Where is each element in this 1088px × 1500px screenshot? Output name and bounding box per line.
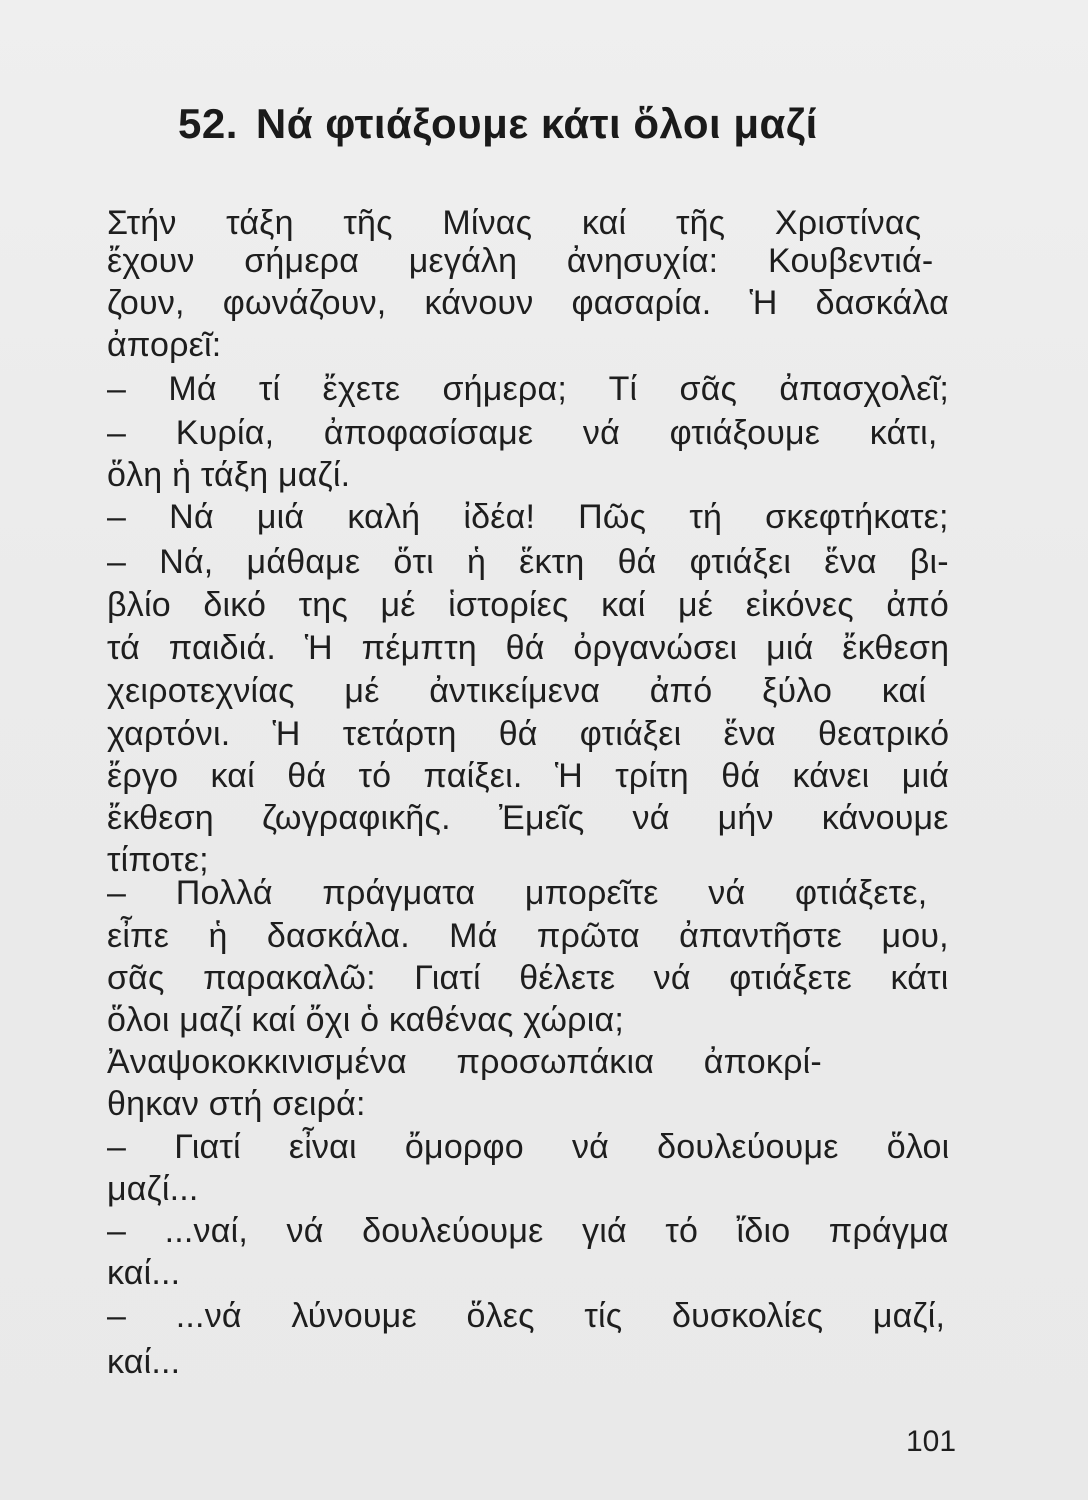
text-line: βλίο δικό της μέ ἱστορίες καί μέ εἰκόνες ἀπό	[107, 586, 949, 624]
text-line: – Πολλά πράγματα μπορεῖτε νά φτιάξετε,	[107, 874, 928, 912]
text-line: – Κυρία, ἀποφασίσαμε νά φτιάξουμε κάτι,	[107, 414, 938, 452]
text-line: ἔκθεση ζωγραφικῆς. Ἐμεῖς νά μήν κάνουμε	[107, 799, 949, 837]
text-line: ὅλη ἡ τάξη μαζί.	[107, 456, 351, 494]
text-line: ἔργο καί θά τό παίξει. Ἡ τρίτη θά κάνει μιά	[107, 757, 950, 795]
text-line: ὅλοι μαζί καί ὄχι ὁ καθένας χώρια;	[107, 1001, 624, 1039]
text-line: καί...	[107, 1254, 181, 1292]
text-line: εἶπε ἡ δασκάλα. Μά πρῶτα ἀπαντῆστε μου,	[107, 917, 949, 955]
text-line: τά παιδιά. Ἡ πέμπτη θά ὀργανώσει μιά ἔκθεση	[107, 629, 950, 667]
text-line: – ...ναί, νά δουλεύουμε γιά τό ἴδιο πράγμα	[107, 1212, 949, 1250]
text-line: – Νά μιά καλή ἰδέα! Πῶς τή σκεφτήκατε;	[107, 498, 949, 536]
text-line: ἔχουν σήμερα μεγάλη ἀνησυχία: Κουβεντιά-	[107, 242, 934, 280]
text-line: Στήν τάξη τῆς Μίνας καί τῆς Χριστίνας	[107, 204, 922, 242]
chapter-title	[178, 100, 818, 148]
text-line: – Μά τί ἔχετε σήμερα; Τί σᾶς ἀπασχολεῖ;	[107, 370, 949, 408]
chapter-title-text: Νά φτιάξουμε κάτι ὅλοι μαζί	[255, 100, 818, 147]
text-line: χαρτόνι. Ἡ τετάρτη θά φτιάξει ἕνα θεατρικό	[107, 715, 950, 753]
text-line: – Νά, μάθαμε ὅτι ἡ ἕκτη θά φτιάξει ἕνα βι-	[107, 543, 949, 581]
text-line: τίποτε;	[107, 841, 209, 879]
text-line: μαζί...	[107, 1170, 199, 1208]
text-line: Ἀναψοκοκκινισμένα προσωπάκια ἀποκρί-	[107, 1043, 822, 1081]
text-line: ἀπορεῖ:	[107, 326, 222, 364]
text-line: χειροτεχνίας μέ ἀντικείμενα ἀπό ξύλο καί	[107, 672, 927, 710]
text-line: θηκαν στή σειρά:	[107, 1085, 366, 1123]
chapter-number: 52.	[178, 100, 238, 147]
text-line: – Γιατί εἶναι ὄμορφο νά δουλεύουμε ὅλοι	[107, 1128, 950, 1166]
page-number: 101	[906, 1425, 957, 1458]
text-line: – ...νά λύνουμε ὅλες τίς δυσκολίες μαζί,	[107, 1297, 946, 1335]
text-line: ζουν, φωνάζουν, κάνουν φασαρία. Ἡ δασκάλα	[107, 284, 949, 322]
text-line: σᾶς παρακαλῶ: Γιατί θέλετε νά φτιάξετε κάτι	[107, 959, 949, 997]
text-line: καί...	[107, 1343, 181, 1381]
